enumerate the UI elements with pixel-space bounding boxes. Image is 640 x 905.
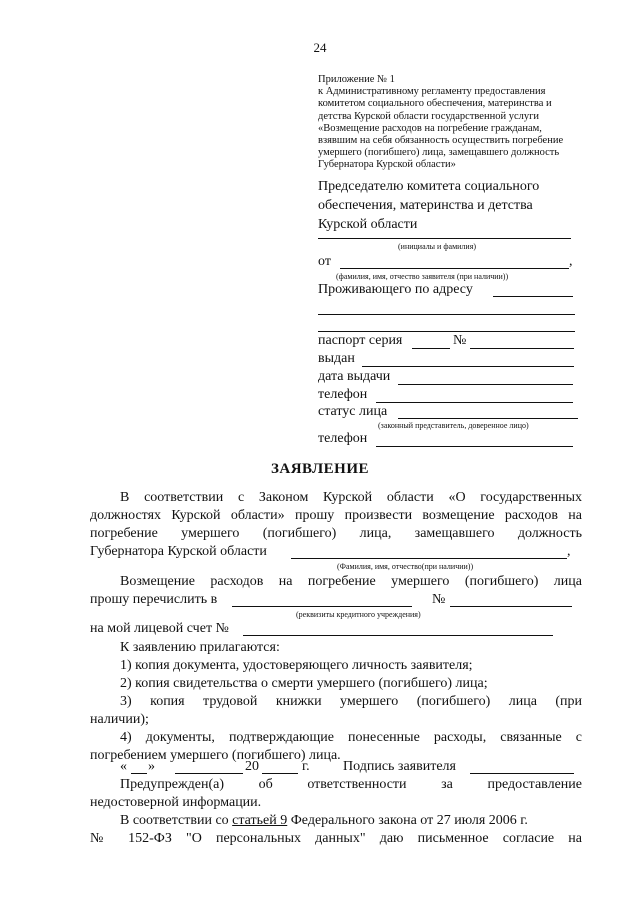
status-caption: (законный представитель, доверенное лицо) [378,421,529,430]
paragraph-line: В соответствии с Законом Курской области «О государственных [120,490,582,505]
address-field-3[interactable] [318,331,575,332]
paragraph-line: прошу перечислить в [90,592,218,607]
appendix-line: Губернатора Курской области» [318,159,456,171]
appendix-line: умершего (погибшего) лица, замещавшего должность [318,147,560,159]
passport-series-label: паспорт серия [318,333,403,348]
bank-field[interactable] [232,606,412,607]
attach-intro: К заявлению прилагаются: [120,640,280,655]
phone-field[interactable] [376,402,573,403]
law-article-link[interactable]: статьей 9 [232,813,288,828]
warning-line: Предупрежден(а) об ответственности за предоставление [120,777,582,792]
day-field[interactable] [131,773,147,774]
appendix-line: комитетом социального обеспечения, материнства и [318,98,552,110]
document-title: ЗАЯВЛЕНИЕ [270,461,370,477]
page-number: 24 [313,40,327,55]
year-field[interactable] [262,773,298,774]
consent-line: № 152-ФЗ "О персональных данных" даю письменное согласие на [90,831,582,846]
bank-caption: (реквизиты кредитного учреждения) [296,610,421,619]
date-close-quote: » [148,759,155,774]
from-caption: (фамилия, имя, отчество заявителя (при наличии)) [336,272,509,281]
deceased-name-field[interactable] [291,558,567,559]
address-field-1[interactable] [493,296,573,297]
appendix-line: взявшим на себя обязанность осуществить погребение [318,135,564,147]
issued-label: выдан [318,351,355,366]
year-suffix: г. [302,759,310,774]
appendix-line: детства Курской области государственной услуги [318,110,540,122]
consent-line [120,813,582,829]
attachment-item: наличии); [90,712,149,727]
addressee-line: Председателю комитета социального [318,179,540,194]
consent-text: В соответствии со [120,813,233,828]
appendix-line: Приложение № 1 [318,74,395,85]
from-field[interactable] [340,268,569,269]
addressee-line: Курской области [318,217,418,232]
status-label: статус лица [318,404,388,419]
signature-label: Подпись заявителя [343,759,456,774]
residing-label: Проживающего по адресу [318,282,473,297]
comma: , [567,544,571,559]
phone2-label: телефон [318,431,368,446]
paragraph-line: Губернатора Курской области [90,544,267,559]
account-field[interactable] [243,635,553,636]
addressee-line: обеспечения, материнства и детства [318,198,533,213]
phone2-field[interactable] [376,446,573,447]
initials-caption: (инициалы и фамилия) [398,242,477,251]
issue-date-field[interactable] [398,384,573,385]
passport-series-field[interactable] [412,348,450,349]
bank-number-sign: № [432,592,446,607]
date-open-quote: « [120,759,127,774]
paragraph-line: должностях Курской области» прошу произвести возмещение расходов на [90,508,582,523]
addressee-block [318,177,539,234]
attachment-item: погребением умершего (погибшего) лица. [90,748,341,763]
warning-line: недостоверной информации. [90,795,262,810]
fio-caption: (Фамилия, имя, отчество(при наличии)) [337,562,474,571]
issue-date-label: дата выдачи [318,369,391,384]
status-field[interactable] [398,418,578,419]
bank-number-field[interactable] [450,606,572,607]
paragraph-line: погребение умершего (погибшего) лица, замещавшего должность [90,526,582,541]
passport-number-field[interactable] [470,348,574,349]
attachment-item: 1) копия документа, удостоверяющего личность заявителя; [120,658,473,673]
appendix-note [318,74,563,172]
comma: , [569,254,573,269]
appendix-line: «Возмещение расходов на погребение гражданам, [318,122,542,134]
phone-label: телефон [318,387,368,402]
issued-field[interactable] [362,366,574,367]
address-field-2[interactable] [318,314,575,315]
consent-text: Федерального закона от 27 июля 2006 г. [287,813,528,828]
month-field[interactable] [175,773,243,774]
attachment-item: 4) документы, подтверждающие понесенные расходы, связанные с [120,730,582,745]
from-label: от [318,254,331,269]
year-prefix: 20 [245,759,259,774]
attachment-item: 2) копия свидетельства о смерти умершего (погибшего) лица; [120,676,488,691]
appendix-line: к Административному регламенту предоставления [318,86,546,98]
initials-field[interactable] [318,238,571,239]
paragraph-line: Возмещение расходов на погребение умершего (погибшего) лица [120,574,582,589]
signature-field[interactable] [470,773,574,774]
account-label: на мой лицевой счет № [90,621,229,636]
attachment-item: 3) копия трудовой книжки умершего (погибшего) лица (при [120,694,582,709]
passport-number-label: № [453,333,467,348]
